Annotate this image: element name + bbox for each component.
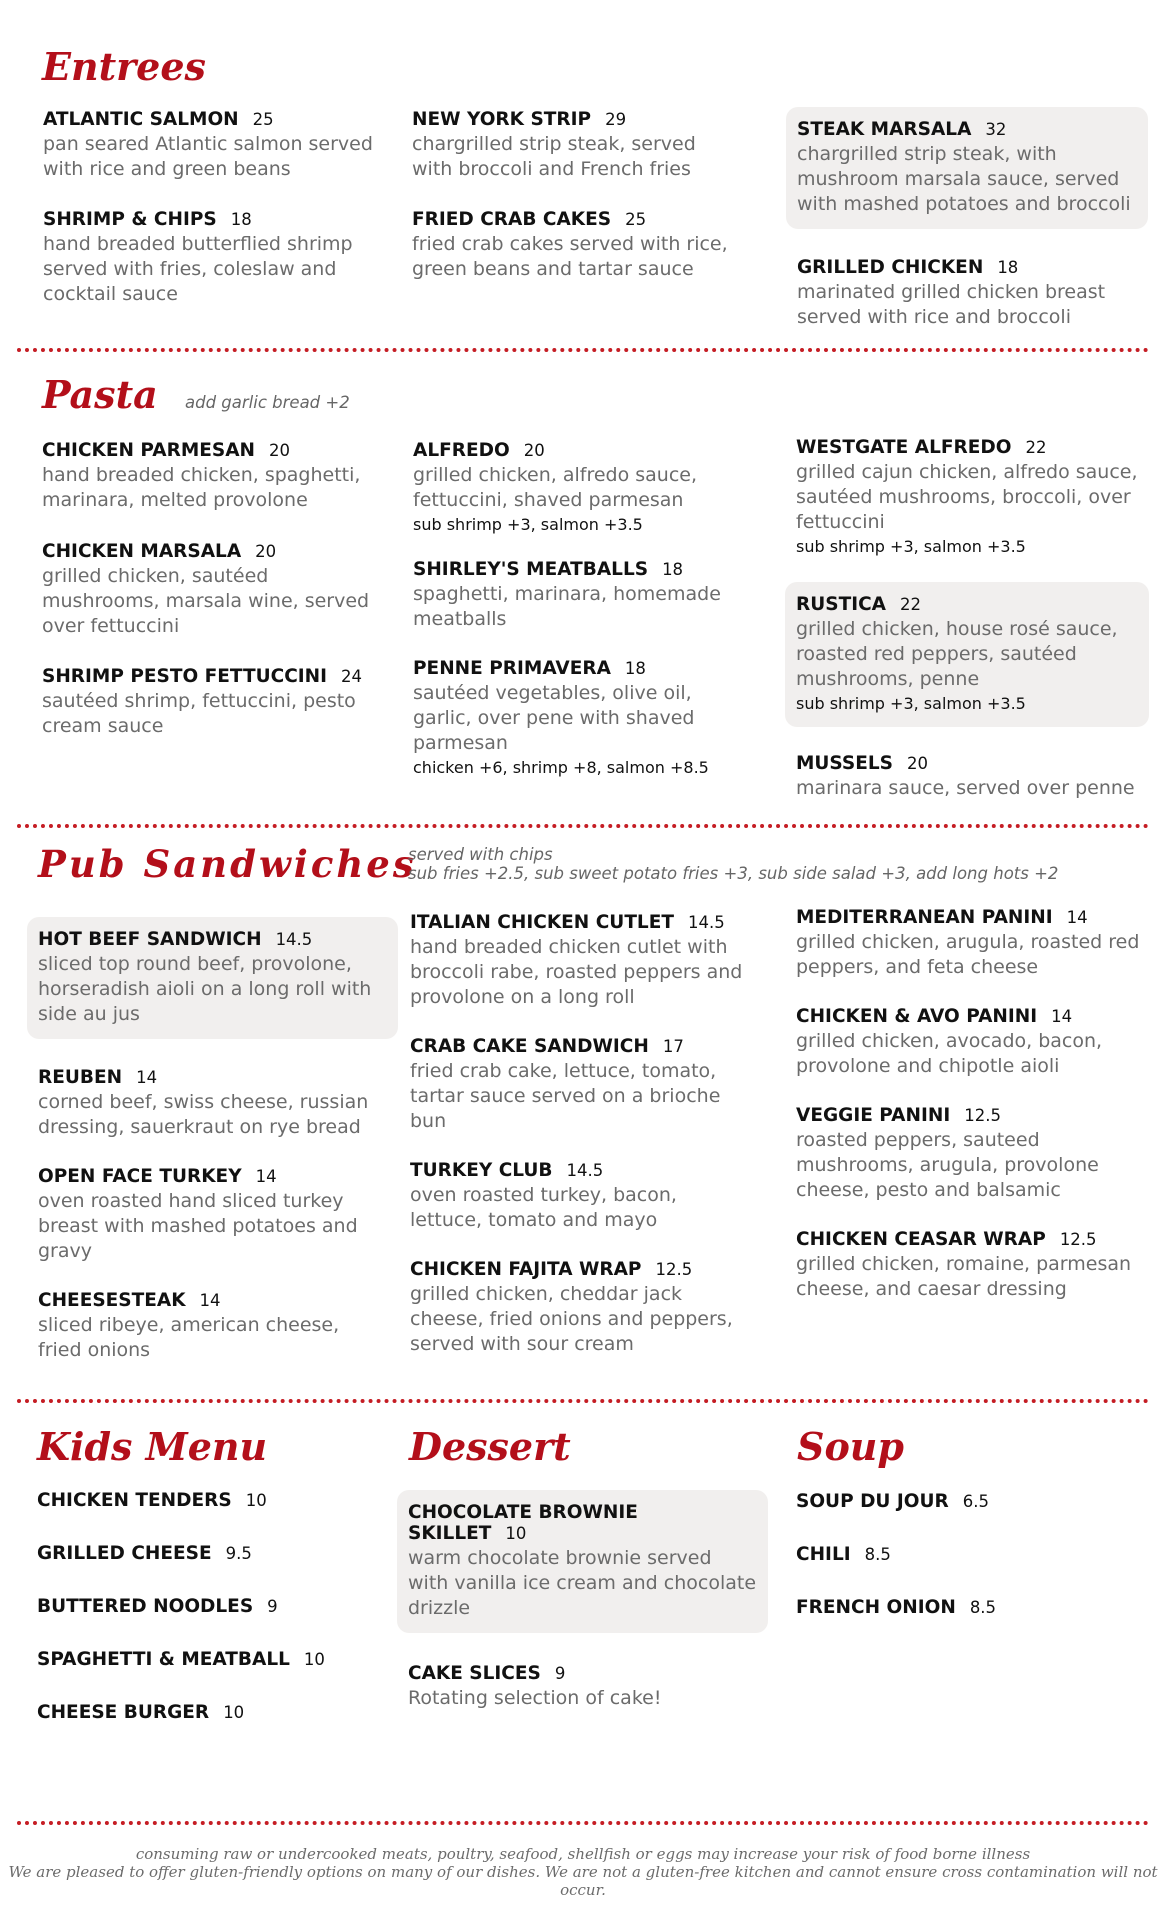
- pasta-title: Pasta: [42, 372, 158, 417]
- sandwiches-title: Pub Sandwiches: [38, 842, 417, 886]
- item-desc: chargrilled strip steak, served with broccoli and French fries: [412, 133, 696, 180]
- item-desc: sautéed shrimp, fettuccini, pesto cream sauce: [42, 690, 356, 737]
- kids-menu-title: Kids Menu: [37, 1424, 268, 1469]
- item-price: 8.5: [864, 1545, 891, 1564]
- item-desc: warm chocolate brownie served with vanilla ice cream and chocolate drizzle: [408, 1547, 757, 1619]
- pasta-col-3: [796, 437, 1138, 801]
- item-price: 14.5: [687, 913, 725, 932]
- item-price: 29: [605, 110, 627, 129]
- item-price: 14: [1051, 1007, 1073, 1026]
- item-price: 24: [341, 667, 363, 686]
- item-desc: grilled chicken, romaine, parmesan cheese, and caesar dressing: [796, 1253, 1132, 1300]
- item-desc: grilled chicken, arugula, roasted red peppers, and feta cheese: [796, 931, 1140, 978]
- item-price: 9: [554, 1664, 566, 1683]
- menu-item: [796, 753, 1138, 801]
- item-name: CHICKEN MARSALA: [42, 541, 242, 562]
- footer-gluten-notice: We are pleased to offer gluten-friendly options on many of our dishes. We are not a gluten-free kitchen and cannot ensure cross contamination will not occur.: [8, 1863, 1158, 1899]
- menu-item: [38, 1290, 387, 1363]
- item-price: 25: [252, 110, 274, 129]
- item-desc: grilled chicken, alfredo sauce, fettuccini, shaved parmesan: [413, 464, 698, 511]
- item-extra: sub shrimp +3, salmon +3.5: [796, 537, 1026, 556]
- menu-item: [37, 1596, 377, 1649]
- entrees-title: Entrees: [42, 44, 206, 89]
- menu-item: [410, 1259, 750, 1357]
- item-name: WESTGATE ALFREDO: [796, 437, 1012, 458]
- item-desc: sliced ribeye, american cheese, fried onions: [38, 1314, 340, 1361]
- menu-item: [412, 209, 742, 282]
- menu-item: [38, 1166, 387, 1264]
- item-desc: oven roasted hand sliced turkey breast with mashed potatoes and gravy: [38, 1190, 358, 1262]
- sandwiches-col-2: [410, 912, 750, 1357]
- item-name: CHOCOLATE BROWNIE SKILLET: [408, 1502, 638, 1544]
- item-name: CHICKEN PARMESAN: [42, 440, 256, 461]
- menu-item: [410, 1036, 750, 1134]
- menu-item-featured: [786, 107, 1148, 229]
- item-desc: pan seared Atlantic salmon served with rice and green beans: [43, 133, 373, 180]
- item-desc: grilled chicken, sautéed mushrooms, marsala wine, served over fettuccini: [42, 565, 370, 637]
- item-name: PENNE PRIMAVERA: [413, 658, 611, 679]
- menu-item: [42, 440, 382, 513]
- menu-item: [796, 437, 1138, 558]
- item-price: 10: [223, 1703, 245, 1722]
- item-price: 8.5: [969, 1598, 997, 1617]
- item-price: 20: [255, 542, 277, 561]
- menu-item: [37, 1490, 377, 1543]
- item-desc: chargrilled strip steak, with mushroom marsala sauce, served with mashed potatoes and broccoli: [797, 143, 1131, 215]
- item-desc: hand breaded chicken cutlet with broccoli rabe, roasted peppers and provolone on a long roll: [410, 936, 743, 1008]
- item-name: CHEESESTEAK: [38, 1290, 186, 1311]
- item-extra: chicken +6, shrimp +8, salmon +8.5: [413, 758, 709, 777]
- item-name: GRILLED CHEESE: [37, 1543, 212, 1564]
- item-desc: fried crab cakes served with rice, green beans and tartar sauce: [412, 233, 728, 280]
- menu-item: [37, 1543, 377, 1596]
- menu-item: [43, 209, 383, 307]
- item-name: RUSTICA: [796, 594, 886, 615]
- menu-item-featured: [27, 917, 398, 1039]
- item-price: 32: [985, 120, 1007, 139]
- menu-item: [410, 912, 750, 1010]
- menu-item: [796, 1229, 1141, 1302]
- item-price: 20: [907, 754, 928, 773]
- item-extra: sub shrimp +3, salmon +3.5: [413, 515, 643, 534]
- item-price: 10: [303, 1650, 325, 1669]
- entrees-col-2: [412, 109, 742, 282]
- entrees-col-1: [43, 109, 383, 307]
- item-name: SHIRLEY'S MEATBALLS: [413, 559, 649, 580]
- entrees-col-3: [797, 107, 1137, 330]
- footer-health-warning: consuming raw or undercooked meats, poultry, seafood, shellfish or eggs may increase your risk of food borne illness: [135, 1845, 1031, 1863]
- item-desc: roasted peppers, sauteed mushrooms, arugula, provolone cheese, pesto and balsamic: [796, 1129, 1099, 1201]
- item-desc: grilled chicken, cheddar jack cheese, fried onions and peppers, served with sour cream: [410, 1283, 733, 1355]
- menu-item: [42, 666, 382, 739]
- menu-item: [413, 559, 753, 632]
- sandwiches-note-2: sub fries +2.5, sub sweet potato fries +3, sub side salad +3, add long hots +2: [408, 864, 1059, 883]
- item-name: GRILLED CHICKEN: [797, 257, 984, 278]
- kids-menu-list: [37, 1490, 377, 1755]
- item-desc: sautéed vegetables, olive oil, garlic, over pene with shaved parmesan: [413, 682, 695, 754]
- menu-item: [38, 1067, 387, 1140]
- item-desc: corned beef, swiss cheese, russian dressing, sauerkraut on rye bread: [38, 1091, 369, 1138]
- item-price: 18: [624, 659, 646, 678]
- item-name: CHICKEN TENDERS: [37, 1490, 232, 1511]
- dotted-divider: [17, 348, 1149, 352]
- item-name: MUSSELS: [796, 753, 893, 774]
- item-price: 18: [662, 560, 684, 579]
- menu-item: [412, 109, 742, 182]
- dotted-divider: [17, 824, 1149, 828]
- sandwiches-note-1: served with chips: [408, 845, 553, 864]
- item-name: VEGGIE PANINI: [796, 1105, 951, 1126]
- item-price: 12.5: [1059, 1230, 1097, 1249]
- menu-item: [43, 109, 383, 182]
- item-desc: grilled chicken, house rosé sauce, roasted red peppers, sautéed mushrooms, penne: [796, 618, 1118, 690]
- menu-item: [796, 1006, 1141, 1079]
- item-name: OPEN FACE TURKEY: [38, 1166, 242, 1187]
- item-name: REUBEN: [38, 1067, 123, 1088]
- item-extra: sub shrimp +3, salmon +3.5: [796, 694, 1026, 713]
- item-price: 18: [230, 210, 252, 229]
- item-name: SHRIMP & CHIPS: [43, 209, 217, 230]
- item-price: 18: [997, 258, 1019, 277]
- item-desc: marinara sauce, served over penne: [796, 777, 1135, 799]
- item-name: CHICKEN FAJITA WRAP: [410, 1259, 642, 1280]
- dotted-divider: [17, 1399, 1149, 1403]
- item-name: BUTTERED NOODLES: [37, 1596, 254, 1617]
- item-price: 25: [625, 210, 647, 229]
- item-name: SPAGHETTI & MEATBALL: [37, 1649, 290, 1670]
- item-desc: hand breaded chicken, spaghetti, marinara, melted provolone: [42, 464, 361, 511]
- menu-item: [408, 1663, 757, 1711]
- item-name: ATLANTIC SALMON: [43, 109, 239, 130]
- item-price: 14: [199, 1291, 221, 1310]
- item-name: HOT BEEF SANDWICH: [38, 929, 262, 950]
- item-name: CHILI: [796, 1544, 851, 1565]
- item-name: NEW YORK STRIP: [412, 109, 592, 130]
- item-name: FRENCH ONION: [796, 1597, 956, 1618]
- item-name: SHRIMP PESTO FETTUCCINI: [42, 666, 328, 687]
- item-name: CAKE SLICES: [408, 1663, 541, 1684]
- item-price: 10: [505, 1524, 527, 1543]
- menu-item-featured: [397, 1490, 768, 1633]
- menu-item: [796, 1105, 1141, 1203]
- menu-item: [37, 1649, 377, 1702]
- item-price: 14: [1066, 908, 1088, 927]
- item-price: 22: [900, 595, 921, 614]
- item-price: 14: [255, 1167, 277, 1186]
- menu-item: [796, 1597, 1136, 1650]
- item-price: 12.5: [964, 1106, 1001, 1125]
- dotted-divider: [17, 1821, 1149, 1825]
- menu-item: [413, 658, 753, 779]
- item-name: STEAK MARSALA: [797, 119, 972, 140]
- item-price: 9.5: [225, 1544, 252, 1563]
- item-price: 10: [245, 1491, 267, 1510]
- menu-item: [796, 1491, 1136, 1544]
- menu-item: [37, 1702, 377, 1755]
- item-name: CHEESE BURGER: [37, 1702, 210, 1723]
- item-name: CHICKEN CEASAR WRAP: [796, 1229, 1046, 1250]
- item-price: 14.5: [566, 1161, 604, 1180]
- item-name: ALFREDO: [413, 440, 510, 461]
- item-name: MEDITERRANEAN PANINI: [796, 907, 1053, 928]
- item-price: 22: [1025, 438, 1047, 457]
- menu-item: [796, 1544, 1136, 1597]
- item-desc: hand breaded butterflied shrimp served with fries, coleslaw and cocktail sauce: [43, 233, 353, 305]
- item-desc: grilled cajun chicken, alfredo sauce, sautéed mushrooms, broccoli, over fettuccini: [796, 461, 1138, 533]
- item-name: ITALIAN CHICKEN CUTLET: [410, 912, 674, 933]
- item-desc: spaghetti, marinara, homemade meatballs: [413, 583, 721, 630]
- item-desc: sliced top round beef, provolone, horseradish aioli on a long roll with side au jus: [38, 953, 372, 1025]
- item-price: 12.5: [655, 1260, 693, 1279]
- soup-title: Soup: [797, 1424, 904, 1469]
- dessert-list: [408, 1490, 757, 1711]
- item-desc: Rotating selection of cake!: [408, 1687, 662, 1709]
- pasta-note: add garlic bread +2: [185, 393, 350, 412]
- menu-item: [796, 907, 1141, 980]
- item-price: 20: [269, 441, 291, 460]
- dessert-title: Dessert: [409, 1424, 571, 1469]
- soup-list: [796, 1491, 1136, 1650]
- sandwiches-col-1: [38, 917, 387, 1363]
- sandwiches-col-3: [796, 907, 1141, 1302]
- item-desc: fried crab cake, lettuce, tomato, tartar sauce served on a brioche bun: [410, 1060, 721, 1132]
- item-desc: marinated grilled chicken breast served with rice and broccoli: [797, 281, 1106, 328]
- pasta-col-1: [42, 440, 382, 739]
- item-name: SOUP DU JOUR: [796, 1491, 949, 1512]
- item-name: TURKEY CLUB: [410, 1160, 553, 1181]
- item-price: 20: [523, 441, 545, 460]
- pasta-col-2: [413, 440, 753, 779]
- item-name: CRAB CAKE SANDWICH: [410, 1036, 649, 1057]
- item-name: CHICKEN & AVO PANINI: [796, 1006, 1038, 1027]
- item-price: 14.5: [275, 930, 313, 949]
- menu-item: [413, 440, 753, 536]
- item-price: 17: [662, 1037, 684, 1056]
- item-price: 9: [267, 1597, 278, 1616]
- menu-item: [42, 541, 382, 639]
- item-price: 6.5: [962, 1492, 990, 1511]
- item-desc: oven roasted turkey, bacon, lettuce, tomato and mayo: [410, 1184, 677, 1231]
- menu-item: [797, 257, 1137, 330]
- item-name: FRIED CRAB CAKES: [412, 209, 612, 230]
- menu-item-featured: [785, 582, 1149, 727]
- item-desc: grilled chicken, avocado, bacon, provolone and chipotle aioli: [796, 1030, 1103, 1077]
- item-price: 14: [136, 1068, 158, 1087]
- menu-item: [410, 1160, 750, 1233]
